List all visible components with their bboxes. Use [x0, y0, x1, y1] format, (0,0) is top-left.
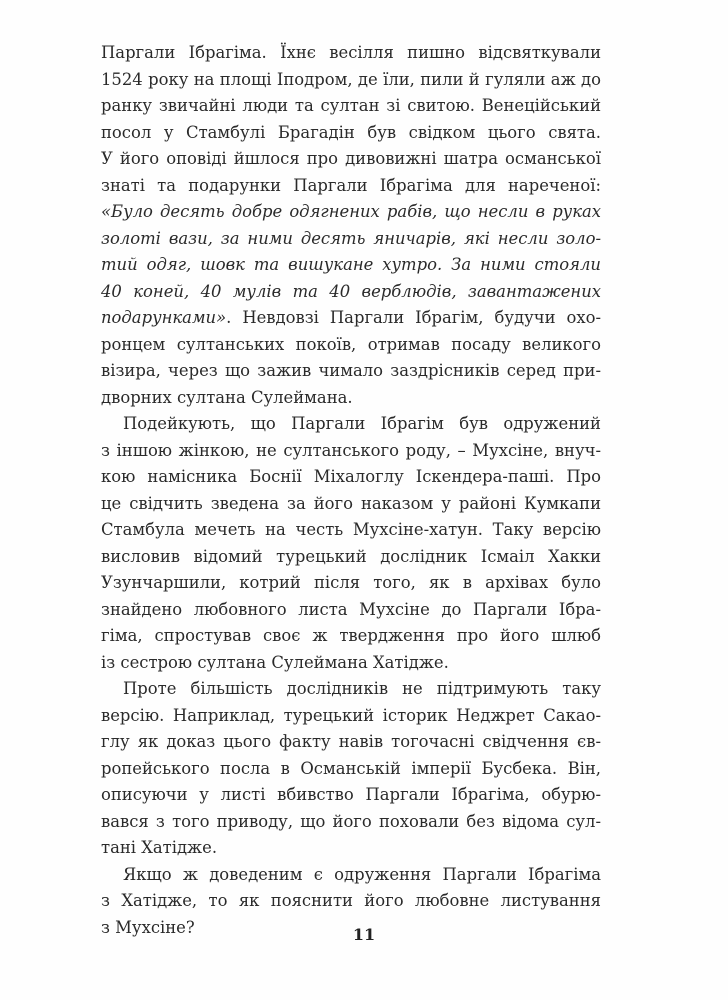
- text-segment: Узунчаршили, котрий після того, як в архівах було: [101, 573, 601, 592]
- text-segment: У його оповіді йшлося про дивовижні шатра османської: [101, 149, 601, 168]
- text-line: [101, 199, 601, 226]
- text-segment: Подейкують, що Паргали Ібрагім був одружений: [123, 414, 601, 433]
- text-line: [101, 411, 601, 438]
- text-segment: вався з того приводу, що його поховали без відома сул-: [101, 811, 601, 831]
- text-segment: Стамбула мечеть на честь Мухсіне-хатун. Таку версію: [101, 520, 601, 539]
- text-line: [101, 40, 601, 67]
- text-line: [101, 279, 601, 306]
- text-segment: візира, через що зажив чимало заздрісників серед при-: [101, 361, 601, 380]
- text-line: [101, 517, 601, 544]
- text-line: [101, 491, 601, 518]
- text-line: [101, 756, 601, 783]
- italic-quote-segment: золоті вази, за ними десять яничарів, які несли золо-: [101, 228, 601, 248]
- text-segment: ранку звичайні люди та султан зі свитою. Венеційський: [101, 96, 601, 115]
- text-line: [101, 438, 601, 465]
- text-segment: Якщо ж доведеним є одруження Паргали Ібрагіма: [123, 864, 601, 884]
- text-line: [101, 67, 601, 94]
- text-line: [101, 623, 601, 650]
- text-line: [101, 332, 601, 359]
- text-line: [101, 729, 601, 756]
- text-line: [101, 544, 601, 571]
- text-segment: із сестрою султана Сулеймана Хатідже.: [101, 652, 449, 672]
- italic-quote-segment: тий одяг, шовк та вишукане хутро. За ними стояли: [101, 255, 601, 274]
- text-segment: висловив відомий турецький дослідник Ісмаіл Хакки: [101, 546, 601, 566]
- text-line: [101, 146, 601, 173]
- text-line: [101, 782, 601, 809]
- italic-quote-segment: подарунками»: [101, 308, 227, 327]
- text-line: [101, 597, 601, 624]
- text-line: [101, 570, 601, 597]
- text-segment: посол у Стамбулі Брагадін був свідком цього свята.: [101, 122, 601, 142]
- italic-quote-segment: 40 коней, 40 мулів та 40 верблюдів, завантажених: [101, 281, 601, 301]
- text-line: [101, 835, 601, 862]
- text-segment: Паргали Ібрагіма. Їхнє весілля пишно відсвяткували: [101, 43, 601, 62]
- text-segment: це свідчить зведена за його наказом у районі Кумкапи: [101, 493, 601, 513]
- text-segment: знаті та подарунки Паргали Ібрагіма для нареченої:: [101, 175, 601, 195]
- italic-quote-segment: «Було десять добре одягнених рабів, що несли в руках: [101, 202, 601, 221]
- text-line: [101, 385, 601, 412]
- text-segment: з Хатідже, то як пояснити його любовне листування: [101, 891, 601, 910]
- text-line: [101, 809, 601, 836]
- text-line: [101, 93, 601, 120]
- text-segment: з Мухсіне?: [101, 917, 195, 937]
- text-line: [101, 173, 601, 200]
- text-segment: 1524 року на площі Іподром, де їли, пили й гуляли аж до: [101, 69, 601, 89]
- text-segment: тані Хатідже.: [101, 838, 218, 857]
- text-segment: кою намісника Боснії Міхалоглу Іскендера-паші. Про: [101, 467, 601, 486]
- text-segment: Проте більшість дослідників не підтримують таку: [123, 679, 601, 698]
- text-segment: з іншою жінкою, не султанського роду, – Мухсіне, внуч-: [101, 440, 601, 460]
- text-line: [101, 120, 601, 147]
- text-segment: ронцем султанських покоїв, отримав посаду великого: [101, 334, 601, 354]
- text-line: [101, 464, 601, 491]
- text-segment: ропейського посла в Османській імперії Бусбека. Він,: [101, 758, 601, 778]
- text-segment: версію. Наприклад, турецький історик Неджрет Сакао-: [101, 705, 601, 725]
- text-line: [101, 888, 601, 915]
- text-line: [101, 252, 601, 279]
- text-segment: гіма, спростував своє ж твердження про його шлюб: [101, 626, 601, 645]
- text-segment: знайдено любовного листа Мухсіне до Паргали Ібра-: [101, 599, 601, 619]
- text-line: [101, 305, 601, 332]
- text-line: [101, 226, 601, 253]
- page-number: 11: [352, 925, 376, 944]
- text-line: [101, 703, 601, 730]
- text-line: [101, 650, 601, 677]
- text-line: [101, 676, 601, 703]
- body-text: [101, 40, 601, 941]
- text-line: [101, 862, 601, 889]
- text-segment: описуючи у листі вбивство Паргали Ібрагіма, обурю-: [101, 785, 601, 804]
- text-segment: . Невдовзі Паргали Ібрагім, будучи охо-: [226, 308, 601, 327]
- text-line: [101, 358, 601, 385]
- text-segment: глу як доказ цього факту навів тогочасні свідчення єв-: [101, 732, 601, 751]
- text-segment: дворних султана Сулеймана.: [101, 387, 353, 407]
